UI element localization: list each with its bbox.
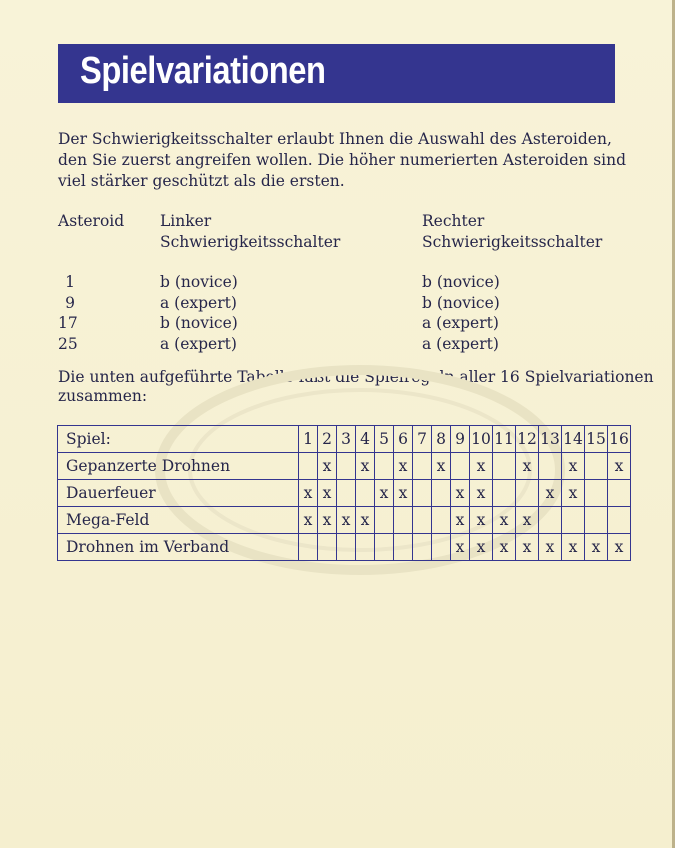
table-cell xyxy=(299,534,318,561)
game-number-2: 2 xyxy=(318,426,337,453)
table-cell: x xyxy=(318,480,337,507)
table-cell: x xyxy=(356,453,375,480)
table-cell xyxy=(394,507,413,534)
table-cell: x xyxy=(432,453,451,480)
game-number-7: 7 xyxy=(413,426,432,453)
table-cell xyxy=(337,480,356,507)
table-cell: x xyxy=(356,507,375,534)
game-number-16: 16 xyxy=(608,426,631,453)
table-cell xyxy=(394,534,413,561)
right-setting: a (expert) xyxy=(422,314,499,332)
right-setting: b (novice) xyxy=(422,293,500,312)
table-cell: x xyxy=(337,507,356,534)
left-setting: a (expert) xyxy=(160,293,237,312)
table-cell: x xyxy=(562,534,585,561)
table-cell xyxy=(375,453,394,480)
right-setting: a (expert) xyxy=(422,334,499,353)
right-setting: b (novice) xyxy=(422,273,500,291)
table-cell: x xyxy=(299,507,318,534)
asteroid-table xyxy=(58,212,618,355)
table-cell xyxy=(299,453,318,480)
table-cell: x xyxy=(394,480,413,507)
table-cell: x xyxy=(470,507,493,534)
game-number-5: 5 xyxy=(375,426,394,453)
asteroid-table-header-row-2 xyxy=(58,233,618,254)
game-number-11: 11 xyxy=(493,426,516,453)
asteroid-number: 1 xyxy=(65,273,75,291)
table-cell xyxy=(432,480,451,507)
game-number-15: 15 xyxy=(585,426,608,453)
table-cell xyxy=(608,507,631,534)
game-number-10: 10 xyxy=(470,426,493,453)
intro-line: Der Schwierigkeitsschalter erlaubt Ihnen die Auswahl des Asteroiden, xyxy=(58,130,612,148)
left-setting: b (novice) xyxy=(160,314,238,332)
table-cell xyxy=(493,453,516,480)
intro-paragraph xyxy=(58,129,627,192)
table-cell: x xyxy=(516,453,539,480)
left-setting: a (expert) xyxy=(160,334,237,353)
table-cell: x xyxy=(493,507,516,534)
summary-line: Die unten aufgeführte Tabelle faßt die Spielregeln aller 16 Spielvariationen xyxy=(58,368,654,386)
table-row xyxy=(58,507,631,534)
table-cell xyxy=(539,453,562,480)
table-cell xyxy=(585,507,608,534)
table-row xyxy=(58,534,631,561)
game-number-12: 12 xyxy=(516,426,539,453)
table-cell: x xyxy=(539,480,562,507)
table-cell: x xyxy=(375,480,394,507)
feature-label: Mega-Feld xyxy=(58,507,299,534)
game-number-13: 13 xyxy=(539,426,562,453)
table-cell: x xyxy=(299,480,318,507)
intro-line: viel stärker geschützt als die ersten. xyxy=(58,172,345,190)
feature-label: Dauerfeuer xyxy=(58,480,299,507)
game-variations-table xyxy=(57,425,631,561)
table-cell: x xyxy=(470,453,493,480)
table-cell xyxy=(432,534,451,561)
game-number-8: 8 xyxy=(432,426,451,453)
table-cell: x xyxy=(451,480,470,507)
table-header-row xyxy=(58,426,631,453)
table-cell xyxy=(608,480,631,507)
table-cell: x xyxy=(539,534,562,561)
table-cell: x xyxy=(451,507,470,534)
right-switch-header-sub: Schwierigkeitsschalter xyxy=(422,232,603,251)
table-cell: x xyxy=(608,453,631,480)
summary-paragraph xyxy=(58,368,654,406)
table-cell xyxy=(318,534,337,561)
table-cell: x xyxy=(516,534,539,561)
page-title: Spielvariationen xyxy=(80,50,326,92)
table-cell xyxy=(413,507,432,534)
asteroid-row xyxy=(58,314,618,335)
table-cell xyxy=(585,480,608,507)
table-cell xyxy=(356,534,375,561)
table-cell xyxy=(493,480,516,507)
left-switch-header: Linker xyxy=(160,212,212,230)
table-cell xyxy=(337,534,356,561)
asteroid-row xyxy=(58,294,618,315)
table-cell xyxy=(516,480,539,507)
table-row xyxy=(58,480,631,507)
table-cell xyxy=(451,453,470,480)
table-cell: x xyxy=(470,480,493,507)
table-cell: x xyxy=(608,534,631,561)
game-number-9: 9 xyxy=(451,426,470,453)
spacer xyxy=(58,253,618,273)
left-setting: b (novice) xyxy=(160,273,238,291)
table-cell: x xyxy=(318,507,337,534)
table-cell xyxy=(585,453,608,480)
table-cell xyxy=(413,453,432,480)
table-cell: x xyxy=(585,534,608,561)
intro-line: den Sie zuerst angreifen wollen. Die höher numerierten Asteroiden sind xyxy=(58,151,627,169)
game-number-14: 14 xyxy=(562,426,585,453)
summary-line: zusammen: xyxy=(58,387,148,405)
left-switch-header-sub: Schwierigkeitsschalter xyxy=(160,232,341,251)
table-cell xyxy=(413,534,432,561)
asteroid-number: 25 xyxy=(58,334,78,353)
table-cell xyxy=(337,453,356,480)
right-switch-header: Rechter xyxy=(422,212,485,230)
game-number-6: 6 xyxy=(394,426,413,453)
table-row xyxy=(58,453,631,480)
table-cell xyxy=(375,507,394,534)
title-banner xyxy=(58,44,615,103)
table-cell: x xyxy=(516,507,539,534)
game-number-4: 4 xyxy=(356,426,375,453)
table-cell: x xyxy=(394,453,413,480)
table-cell xyxy=(432,507,451,534)
table-cell xyxy=(562,507,585,534)
game-header-label: Spiel: xyxy=(58,426,299,453)
asteroid-header: Asteroid xyxy=(58,212,125,230)
asteroid-number: 17 xyxy=(58,314,78,332)
asteroid-table-header-row-1 xyxy=(58,212,618,233)
feature-label: Drohnen im Verband xyxy=(58,534,299,561)
table-cell xyxy=(375,534,394,561)
asteroid-row xyxy=(58,335,618,356)
table-cell xyxy=(539,507,562,534)
asteroid-number: 9 xyxy=(65,293,75,312)
game-number-1: 1 xyxy=(299,426,318,453)
table-cell xyxy=(356,480,375,507)
table-cell: x xyxy=(318,453,337,480)
table-cell: x xyxy=(493,534,516,561)
game-number-3: 3 xyxy=(337,426,356,453)
asteroid-row xyxy=(58,273,618,294)
table-cell: x xyxy=(470,534,493,561)
table-cell: x xyxy=(562,480,585,507)
table-cell: x xyxy=(451,534,470,561)
table-cell xyxy=(413,480,432,507)
feature-label: Gepanzerte Drohnen xyxy=(58,453,299,480)
table-cell: x xyxy=(562,453,585,480)
